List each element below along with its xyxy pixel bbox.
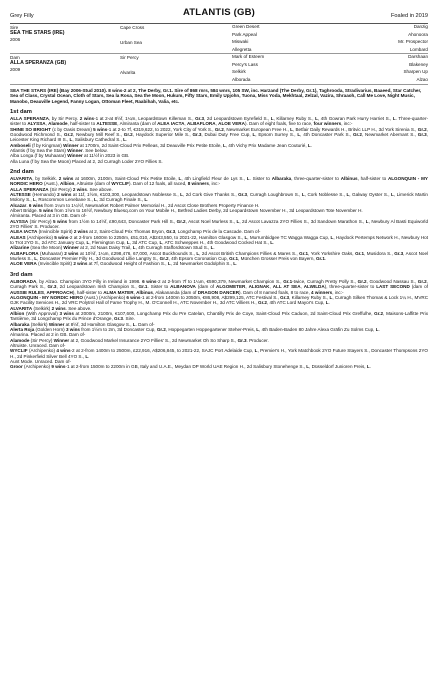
pedigree-page [10, 0, 428, 370]
gen3-row: Green Desert Danzig [232, 24, 428, 29]
family-paragraph: ALEAS (Archipenko) 5 wins-2 at 2-from 1600m to 2250m, £51,010, A$243,550, to 2021-22, Hamilton Glasgow S., L, Murrumbidgee TC Wagga Wagga Cup, L, Haydock Pertemps Network H., Newbury Hot to Trot 2YO S., 2d ATC January Cup, L, Flemington Cup, L, 3d ATC Cup, L, ATC Schweppes H., 4th Goodwood Cocked Hat S., L. [10, 234, 428, 246]
pedigree-divider [10, 53, 428, 54]
family-paragraph: ALBAFLORA (Muhaarar) 2 wins at 10½f, 1¼m, £298,476, 67,000, Ascot Buckhounds S., L, 2d Ascot British Champions Fillies & Mares S., Gr.1, York Yorkshire Oaks, Gr.1, Musidora S., Gr.3, Ascot Noel Murless S., L, Doncaster Premier Filly H., 3d Goodwood Lillie Langtry S., Gr.2, 4th Epsom Coronation Cup, Gr.1, München Grosser Preis von Bayern, Gr.1. [10, 250, 429, 262]
family-paragraph: Alerta Roja (Golden Horn) 3 wins from 1½m to 2m, 3d Doncaster Cup, Gr.2, Hoppegarten Hoppegartener Steher-Preis, L, 4th Baden-Baden 80 Jahre Alexa Gräfin Zu Solms Cup, L. [10, 326, 380, 332]
family-paragraph: Groor (Archipenko) 9 wins-1 at 2-from 1500m to 2200m in GB, Italy and U.A.E., Meydan DP World UAE Region H., 2d Salisbury Stonehenge S., L, Düsseldorf Junioren Preis, L. [10, 364, 371, 370]
family-paragraph: Altruiste. Unraced. Dam of- [10, 342, 66, 348]
sire-name: SEA THE STARS (IRE) [10, 30, 65, 36]
family-paragraph: Almarina. Placed at 2 in GB. Dam of- [10, 332, 86, 338]
gen3-row: Selkirk Sharpen Up [232, 69, 428, 74]
family-paragraph: ALOE VERA (Invincible Spirit) 2 wins at 7f, Goodwood Height of Fashion S., L, 2d Newmarket Godolphin S., L. [10, 261, 238, 267]
gen3-row: Park Appeal Ahonoora [232, 31, 428, 37]
family-paragraph: ALLA SPERANZA, by Sir Percy. 2 wins-1 at 2-at 8½f, 1¼m, Leopardstown Killeman S., Gr.3, 2d Leopardstown Eyrefield S., L, Killarney Ruby S., L, 4th Gowran Park Hurry Harriet S., L. Three-quarter-sister to ALYSSA, Alamode, half-sister to ALTESSE, Almiranta (dam of ALEA IACTA, ALBAFLORA, ALOE VERA). Dam of eight foals, five to race, four winners, inc:- [10, 115, 429, 127]
family-paragraph: Aunt Mode. Unraced. Dam of- [10, 358, 72, 364]
family-paragraph: ALLA SPERANZA (Sir Percy) 2 wins. See above. [10, 186, 113, 192]
family-paragraph: ALTESSE (Hernando) 2 wins at 11f, 1½m, €103,300, Leopardstown Noblesse S., L, 2d Cork Give Thanks S., Gr.3, Curragh Loughbrown S., L, Cork Noblesse S., L, Galway Oyster S., L, Limerick Martin Molony S., L, Roscommon Lenebane S., L, 3d Curragh Finale S., L. [10, 192, 428, 203]
family-paragraph: ALGONQUIN - MY NORDIC HERO (Aust.) (Archipenko) 6 wins-1 at 2-from 1400m to 2050m, €86,908, A$299,125, ATC Festival S., Gr.3, Killarney Ruby S., L, Curragh Silken Thomas & Lock 1¼ H., MVRC GJK Facility Services H., 2d VRC Polytrol Hall of Fame Trophy H., M. O'Connell H., ATC November H., 3d ATC Villiers H., Gr.2, 4th ATC Lord Mayor's Cup, L. [10, 294, 429, 306]
colour-sex: Grey Filly [10, 13, 34, 19]
family-paragraph: Albert Bridge. 5 wins from 1½m to 16½f, Newbury Bluesq.com on Your Mobile H., Betfred Ladies Derby, 2d Leopardstown November H., 3d Leopardstown Tote November H. [10, 208, 363, 214]
family-paragraph: ALVARITA, by Selkirk. 2 wins at 1600m, 2100m, Saint-Cloud Prix Petite Etoile, L, 4th Lingfield Fleur de Lys S., L. Sister to Albaraka, three-quarter-sister to Albinus, half-sister to ALGONQUIN - MY NORDIC HERO (Aust.), Albion, Altruiste (dam of WYCLIF). Dam of 12 foals, all raced, 8 winners, inc:- [10, 175, 428, 187]
section-heading: 2nd dam [10, 168, 34, 175]
family-paragraph: Alizarine (Sea the Moon) Winner at 2, 2d Naas Daisy Trail, L, 4th Curragh Staffordstown Stud S., L. [10, 245, 215, 251]
family-paragraph: Atlantis (f by Sea the Stars) Winner. See below. [10, 147, 108, 153]
family-paragraph: Amboseli (f by Kingman) Winner at 1700m, 2d Saint-Cloud Prix Pelleas, 3d Deauville Prix Petite Etoile, L, 4th Vichy Prix Madame Jean Couturié, L. [10, 142, 312, 148]
family-paragraph: ALEA IACTA (Invincible Spirit) 2 wins at 2, Saint-Cloud Prix Thomas Bryon, Gr.3, Longchamp Prix de la Cascade. Dam of- [10, 229, 261, 235]
family-paragraph: Albion (With Approval) 3 wins at 2000m, 2100m, €107,600, Longchamp Prix du Pre Catelan, Chantilly Prix de Coye, Saint-Cloud Prix Caduon, 2d Saint-Cloud Prix Greffulhe, Gr.2, Maisons-Laffitte Prix Tantième, 3d Longchamp Prix du Prince d'Orange, Gr.3. Sire. [10, 310, 428, 322]
family-paragraph: Alla Luna (f by Sea the Moon) Placed at 2, 2d Curragh Loder 2YO Fillies S. [10, 158, 163, 164]
gen3-row: Alborada Alzao [232, 76, 428, 82]
family-paragraph: Alba Longa (f by Muhaarar) Winner at 11½f in 2023 in GB. [10, 153, 130, 159]
foaled-year: Foaled in 2019 [390, 13, 428, 19]
pedigree-divider [10, 84, 428, 85]
family-paragraph: Albaraka (Selkirk) Winner at 8½f, 3d Hamilton Glasgow S., L. Dam of- [10, 321, 155, 327]
sire-summary: SEA THE STARS (IRE) (Bay 2006-Stud 2010). 8 wins-2 at 2, The Derby, Gr.1. Sire of 868 rnrs, 584 wnrs, 105 SW, inc. Harzand (The Derby, Gr.1), Taghrooda, Stradivarius, Baaeed, Star Catcher, Sea of Class, Crystal Ocean, Cloth of Stars, Sea la Rosa, Sea the Moon, Hukum, Fifty Stars, Emily Upjohn, Tuona, Miss Yoda, Mekhtaal, Zelzal, Vazira, Shraaoh, Call Me Love, Night Music, Manobo, Deauville Legend, Fanny Logan, Ottoman Fleet, Raabihah, Valia, etc. [10, 88, 422, 104]
gen3-row: Allegretta Lombard [232, 46, 428, 52]
gen2-name: Alvarita [120, 70, 136, 75]
gen2-name: Urban Sea [120, 40, 142, 45]
family-paragraph: ALYSSA (Sir Percy) 5 wins from 1½m to 14½f, £90,643, Doncaster Park Hill S., Gr.2, Ascot Noel Murless S., L, 2d Ascot Lavazza 2YO Fillies S., 3d Sandown Marathon S., L, Newbury Al Basti Equiworld 2YO Fillies' S. Producer. [10, 218, 429, 230]
section-heading: 1st dam [10, 108, 32, 115]
horse-title: ATLANTIS (GB) [182, 7, 256, 18]
pedigree-table [10, 24, 428, 86]
sire-year: 2006 [10, 37, 21, 42]
gen3-row: Miswaki Mr. Prospector [232, 39, 428, 44]
gen3-row: Mark of Esteem Darshaan [232, 54, 428, 59]
catalogue-header [10, 6, 428, 22]
sire-label: Sire [10, 25, 19, 30]
gen3-row: Percy's Lass Blakeney [232, 61, 428, 67]
dam-label: Dam [10, 55, 20, 60]
dam-year: 2009 [10, 67, 21, 72]
family-paragraph: ALVARITA (Selkirk) 2 wins. See above. [10, 305, 92, 311]
family-paragraph: SHINE SO BRIGHT (c by Oasis Dream) 5 wins-1 at 2-to 7f, €319,622, to 2022, York City of York S., Gr.2, Newmarket European Free H., L, Betfair Daily Rewards H., Britvic LLP H., 3d York Sirenia S., Gr.2, Goodwood Richmond S., Gr.2, Newbury Mill Reef S., Gr.2, Haydock Superior Mile S., Gr.3, Dubai Duty Free Cup, L, Epsom Surrey S., L, 4th Doncaster Park S., Gr.2, Newmarket Abernant S., Gr.3, Leicester King Richard III S., L, Salisbury Cathedral S., L. [10, 126, 428, 143]
section-heading: 3rd dam [10, 271, 33, 278]
family-paragraph: WYCLIF (Archipenko) 4 wins-2 at 2-from 1400m to 2500m, £22,916, A$206,845, to 2021-22, SAJC Port Adelaide Cup, L, Premier's H., York Matchbook 2YO Future Stayers S., Doncaster Thompsons 2YO H., 2d Pinkerfield Silver Bell 4YO S., L. [10, 348, 428, 359]
dam-name: ALLA SPERANZA (GB) [10, 60, 67, 66]
family-paragraph: ALBORADA, by Alzao. Champion 3YO Filly in Ireland in 1998. 6 wins-2 at 2-from 7f to 1¼m, €590,379, Newmarket Champion S., Gr.1-twice, Curragh Pretty Polly S., Gr.2, Goodwood Nassau S., Gr.2, Curragh Park S., Gr.3, 2d Leopardstown Irish Champion S., Gr.1. Sister to ALBANOVA (dam of ALGOMETER, ALIGNAK, ALL AT SEA, ALWILDA), three-quarter-sister to LAST SECOND (dam of AUSSIE RULES, APPROACH), half-sister to ALMA MATER, Albinus, Alakananda (dam of DRAGON DANCER). Dam of 8 named foals, 8 to race, 4 winners, inc:- [10, 278, 428, 295]
family-paragraph: Almiranta. Placed at 3 in GB. Dam of- [10, 213, 87, 219]
family-paragraph: Alcazar. 6 wins from 1¼m to 1¼½f, Newmarket Robert Palmer Memorial H., 2d Ascot Close Brothers Property Finance H. [10, 202, 260, 208]
gen2-name: Sir Percy [120, 55, 139, 60]
gen2-name: Cape Cross [120, 25, 145, 30]
family-sections [10, 109, 428, 370]
family-paragraph: Alamode (Sir Percy) Winner at 2, Goodwood Markel Insurance 2YO Fillies' S., 2d Newmarket Oh So Sharp S., Gr.3. Producer. [10, 337, 269, 343]
